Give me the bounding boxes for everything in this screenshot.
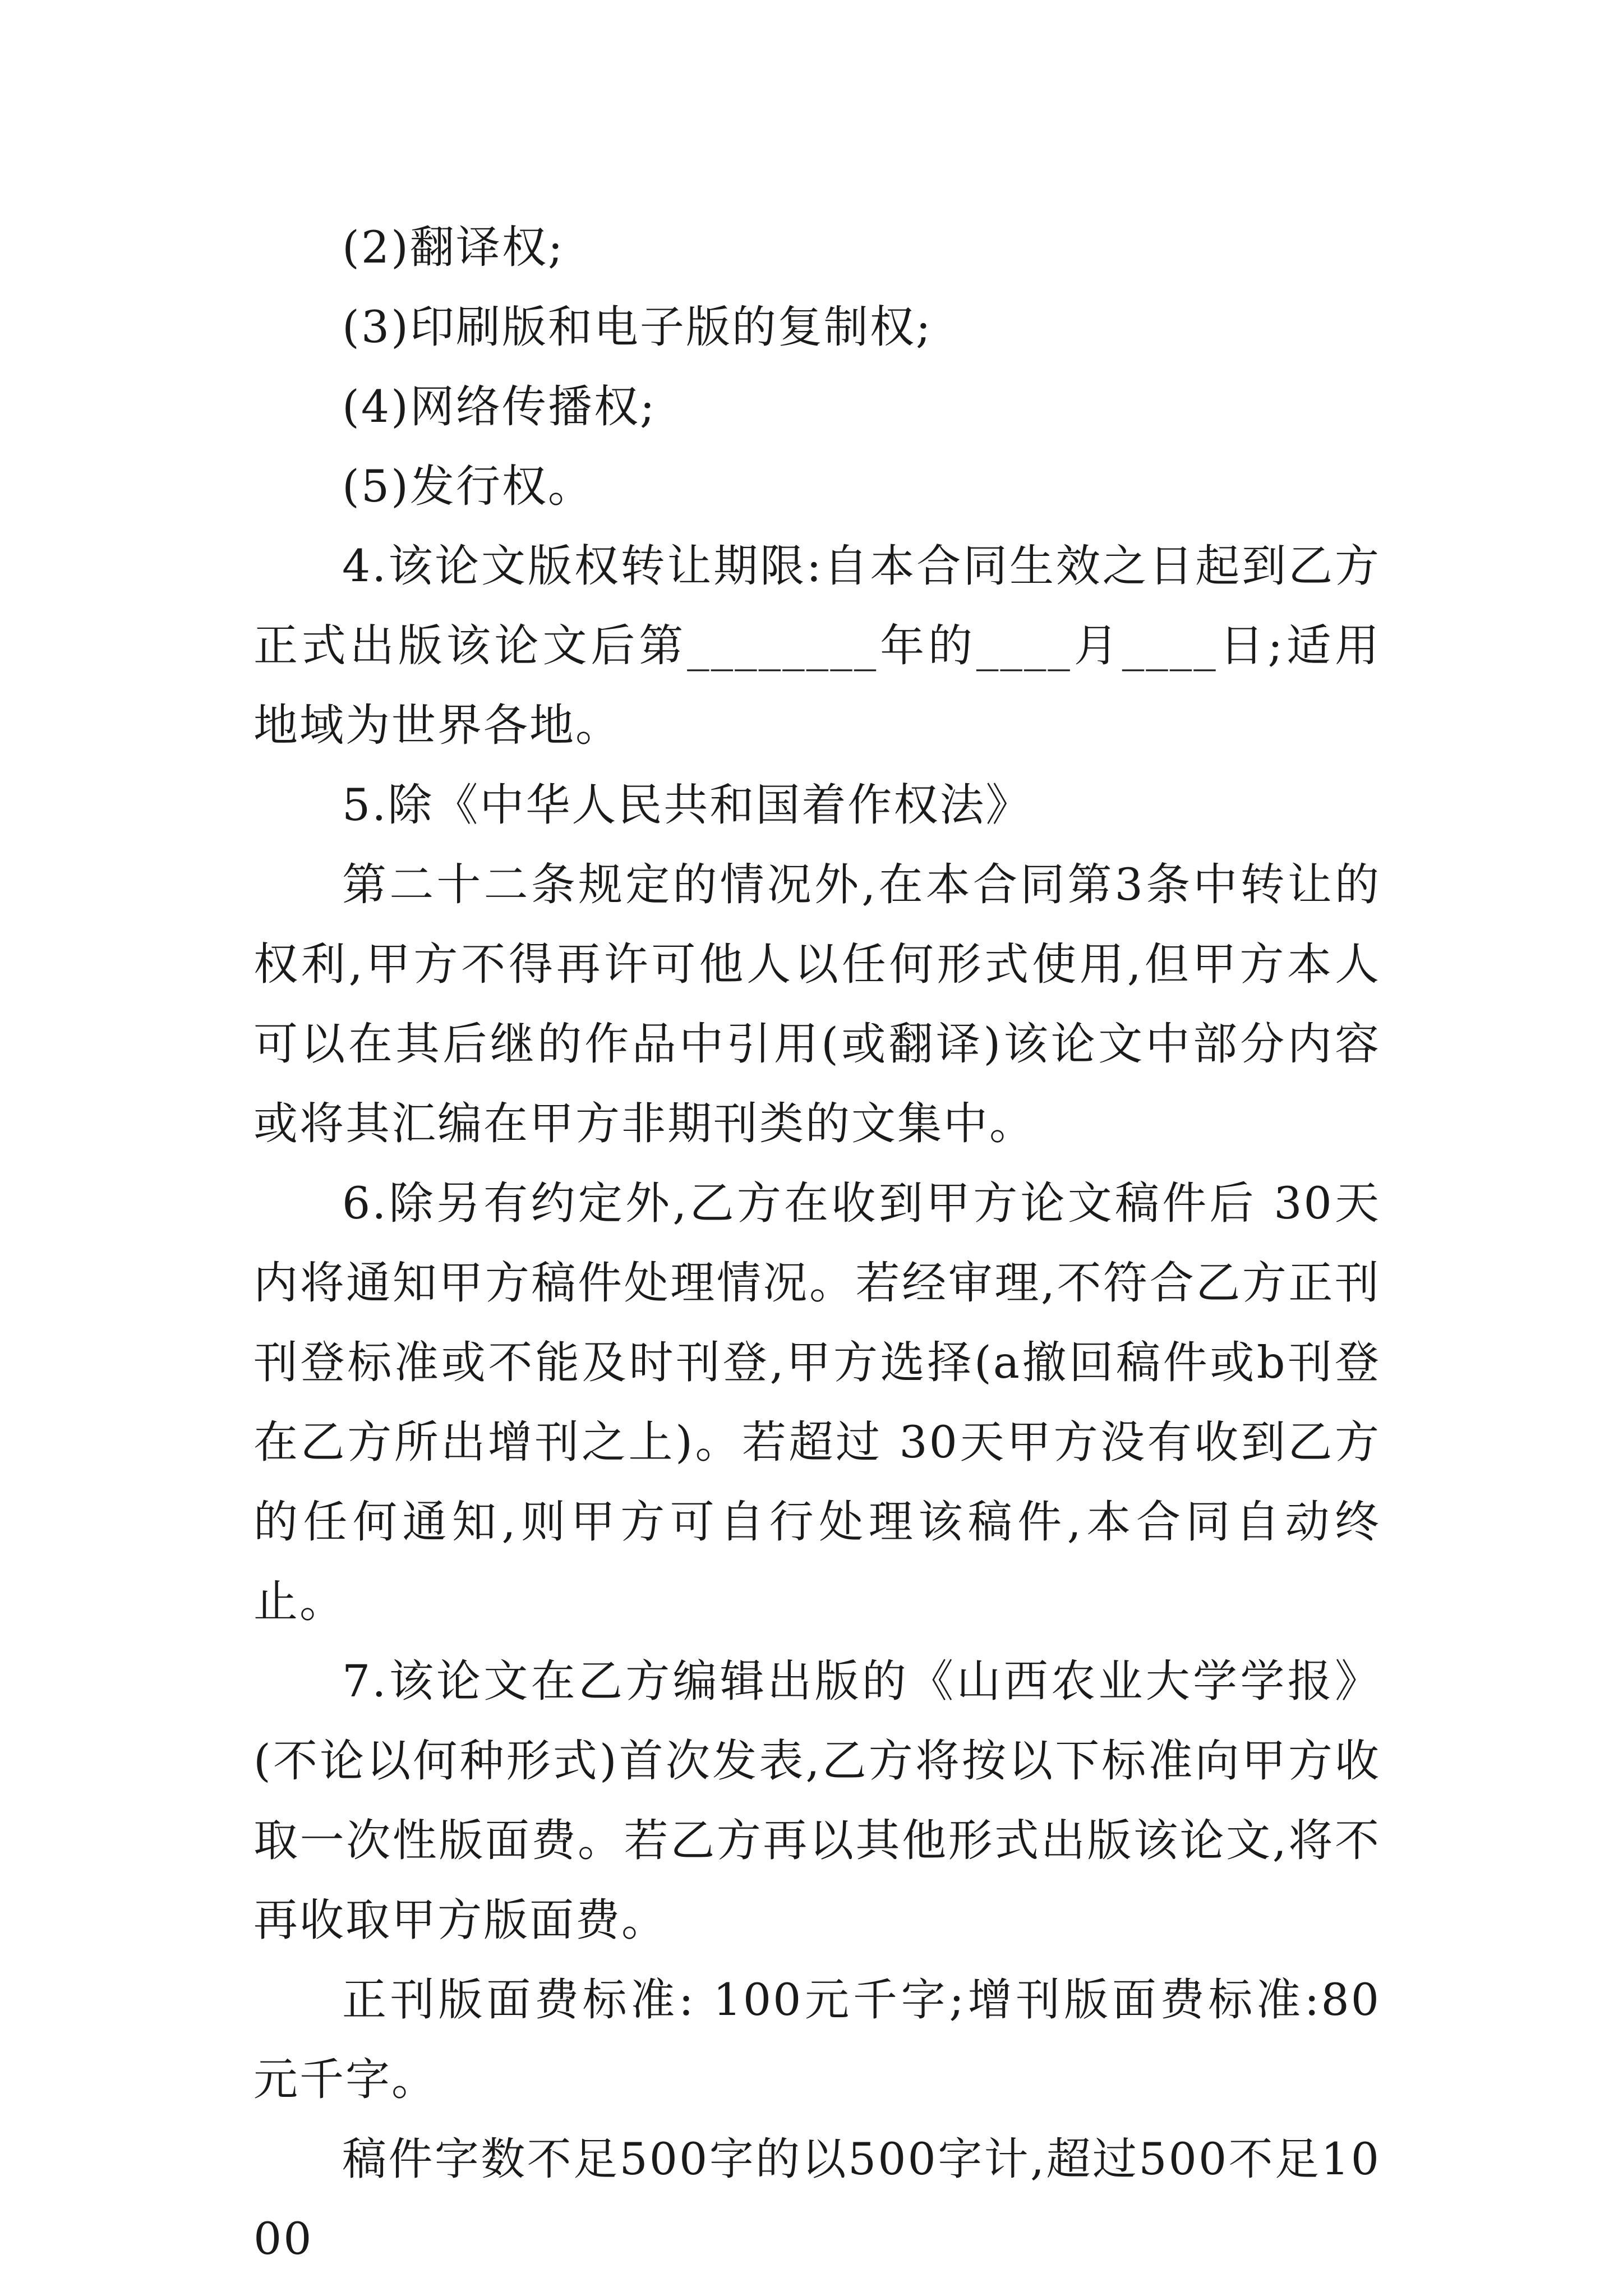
word-count-rule: 稿件字数不足500字的以500字计,超过500不足1000 — [253, 2133, 1381, 2265]
clause-4-term: 4.该论文版权转让期限:自本合同生效之日起到乙方正式出版该论文后第________年的____月____日;适用地域为世界各地。 — [253, 540, 1381, 751]
clause-5-body: 第二十二条规定的情况外,在本合同第3条中转让的权利,甲方不得再许可他人以任何形式使用,但甲方本人可以在其后继的作品中引用(或翻译)该论文中部分内容或将其汇编在甲方非期刊类的文集中。 — [253, 859, 1381, 1149]
fee-standard: 正刊版面费标准: 100元千字;增刊版面费标准:80元千字。 — [253, 1974, 1381, 2105]
paragraph-right-distribution: (5)发行权。 — [342, 461, 594, 512]
paragraph-right-reproduction: (3)印刷版和电子版的复制权; — [342, 301, 933, 353]
paragraph-right-network: (4)网络传播权; — [342, 381, 657, 432]
paragraph-right-translation: (2)翻译权; — [342, 222, 565, 273]
document-body — [253, 208, 1381, 2279]
clause-7-fee: 7.该论文在乙方编辑出版的《山西农业大学学报》(不论以何种形式)首次发表,乙方将按以下标准向甲方收取一次性版面费。若乙方再以其他形式出版该论文,将不再收取甲方版面费。 — [253, 1655, 1381, 1946]
clause-5-heading: 5.除《中华人民共和国着作权法》 — [342, 779, 1032, 831]
clause-6-notification: 6.除另有约定外,乙方在收到甲方论文稿件后 30天内将通知甲方稿件处理情况。若经审理,不符合乙方正刊刊登标准或不能及时刊登,甲方选择(a撤回稿件或b刊登在乙方所出增刊之上)。若超过 30天甲方没有收到乙方的任何通知,则甲方可自行处理该稿件,本合同自动终止。 — [253, 1177, 1381, 1627]
